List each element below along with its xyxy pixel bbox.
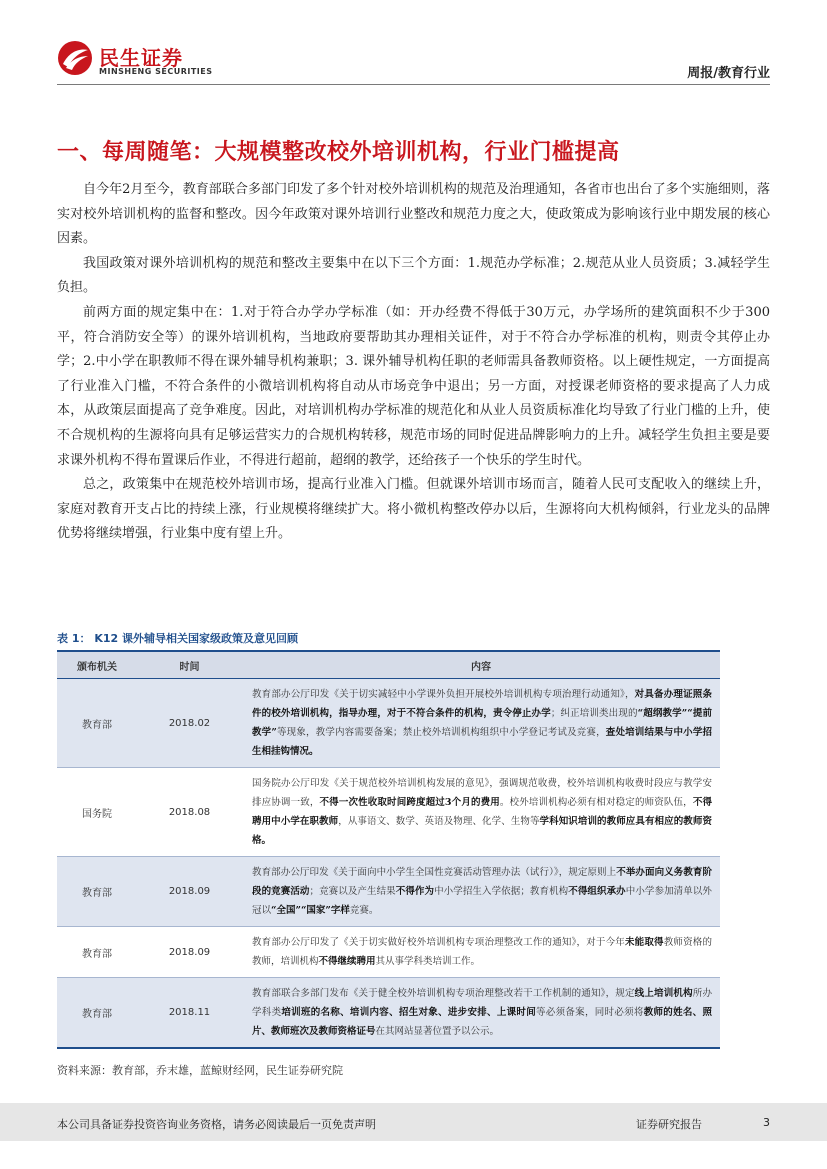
content-text: 国务院办公厅印发《关于规范校外培训机构发展的意见》，强调规范收费，校外培训机构收费时段应与教学安排应协调一致， bbox=[252, 778, 712, 808]
cell-date: 2018.09 bbox=[137, 927, 242, 978]
footer-disclaimer: 本公司具备证券投资咨询业务资格，请务必阅读最后一页免责声明 bbox=[57, 1118, 376, 1131]
content-text: 等现象，教学内容需要备案；禁止校外培训机构组织中小学登记考试及竞赛， bbox=[276, 727, 606, 738]
cell-content bbox=[242, 679, 720, 768]
cell-agency: 教育部 bbox=[57, 679, 137, 768]
content-text: 中小学参加清单以外冠以 bbox=[252, 886, 712, 916]
header-divider bbox=[57, 84, 770, 85]
minsheng-logo bbox=[57, 40, 247, 80]
content-text: 教育部办公厅印发了《关于切实做好校外培训机构专项治理整改工作的通知》，对于今年 bbox=[252, 937, 625, 948]
page-footer bbox=[0, 1103, 827, 1141]
paragraph: 前两方面的规定集中在：1.对于符合办学办学标准（如：开办经费不得低于30万元，办学场所的建筑面积不少于300平，符合消防安全等）的课外培训机构，当地政府要帮助其办理相关证件，对于不符合办学标准的机构，则责令其停止办学；2.中小学在职教师不得在课外辅导机构兼职；3. 课外辅导机构任职的老师需具备教师资格。以上硬性规定，一方面提高了行业准入门槛，不符合条件的小微培训机构将自动从市场竞争中退出；另一方面，对授课老师资格的要求提高了人力成本，从政策层面提高了竞争难度。因此，对培训机构办学标准的规范化和从业人员资质标准化均导致了行业门槛的上升，使不合规机构的生源将向具有足够运营实力的合规机构转移，规范市场的同时促进品牌影响力的上升。减轻学生负担主要是要求课外机构不得布置课后作业，不得进行超前，超纲的教学，还给孩子一个快乐的学生时代。 bbox=[57, 304, 770, 468]
cell-date: 2018.11 bbox=[137, 978, 242, 1049]
content-text: 在其网站显著位置予以公示。 bbox=[375, 1026, 500, 1037]
table-caption: 表 1： K12 课外辅导相关国家级政策及意见回顾 bbox=[57, 632, 298, 645]
content-text: ，从事语文、数学、英语及物理、化学、生物等 bbox=[338, 816, 540, 827]
table-row bbox=[57, 857, 720, 927]
content-text: 。校外培训机构必须有相对稳定的师资队伍， bbox=[499, 797, 693, 808]
cell-agency: 教育部 bbox=[57, 857, 137, 927]
content-text: ；竞赛以及产生结果 bbox=[309, 886, 396, 897]
content-emphasis: 对具备办理证照条件的校外培训机构，指导办理，对于不符合条件的机构，责令停止办学 bbox=[252, 689, 712, 719]
content-emphasis: 教师的姓名、照片、教师班次及教师资格证号 bbox=[252, 1007, 712, 1037]
content-text: 教育部办公厅印发《关于切实减轻中小学课外负担开展校外培训机构专项治理行动通知》， bbox=[252, 689, 635, 700]
report-type: 周报/教育行业 bbox=[687, 66, 770, 81]
logo-chinese-name: 民生证券 bbox=[99, 46, 183, 70]
content-text: 竞赛。 bbox=[349, 905, 379, 916]
policy-table bbox=[57, 650, 720, 1049]
table-row bbox=[57, 768, 720, 857]
table-row bbox=[57, 978, 720, 1049]
cell-date: 2018.08 bbox=[137, 768, 242, 857]
content-emphasis: 不得一次性收取时间跨度超过3个月的费用 bbox=[319, 797, 500, 808]
table-header-row bbox=[57, 651, 720, 679]
minsheng-logo-icon bbox=[57, 40, 93, 76]
content-text: ；纠正培训类出现的 bbox=[550, 708, 638, 719]
content-text: 所办学科类 bbox=[252, 988, 712, 1018]
cell-agency: 国务院 bbox=[57, 768, 137, 857]
content-emphasis: 不得作为 bbox=[395, 886, 435, 897]
cell-date: 2018.09 bbox=[137, 857, 242, 927]
cell-agency: 教育部 bbox=[57, 927, 137, 978]
content-emphasis: 培训班的名称、培训内容、招生对象、进步安排、上课时间 bbox=[281, 1007, 536, 1018]
body-text bbox=[57, 178, 770, 547]
content-emphasis: 不得聘用中小学在职教师 bbox=[252, 797, 712, 827]
table-row bbox=[57, 927, 720, 978]
content-text: 其从事学科类培训工作。 bbox=[375, 956, 481, 967]
paragraph: 自今年2月至今，教育部联合多部门印发了多个针对校外培训机构的规范及治理通知，各省市也出台了多个实施细则，落实对校外培训机构的监督和整改。因今年政策对课外培训行业整改和规范力度之大，使政策成为影响该行业中期发展的核心因素。 bbox=[57, 182, 770, 247]
content-emphasis: “超纲教学”“提前教学” bbox=[252, 708, 712, 738]
content-emphasis: “全国”“国家”字样 bbox=[271, 905, 350, 916]
content-emphasis: 未能取得 bbox=[624, 937, 664, 948]
page-number: 3 bbox=[763, 1116, 770, 1129]
logo-english-name: MINSHENG SECURITIES bbox=[99, 67, 213, 76]
column-header-date: 时间 bbox=[137, 651, 242, 679]
cell-content bbox=[242, 768, 720, 857]
section-title: 一、每周随笔：大规模整改校外培训机构，行业门槛提高 bbox=[57, 140, 620, 165]
paragraph: 我国政策对课外培训机构的规范和整改主要集中在以下三个方面：1.规范办学标准；2.规范从业人员资质；3.减轻学生负担。 bbox=[57, 255, 770, 296]
content-emphasis: 学科知识培训的教师应具有相应的教师资格。 bbox=[252, 816, 712, 846]
content-emphasis: 不得继续聘用 bbox=[318, 956, 376, 967]
content-text: 教育部办公厅印发《关于面向中小学生全国性竞赛活动管理办法（试行）》，规定原则上 bbox=[252, 867, 617, 878]
cell-agency: 教育部 bbox=[57, 978, 137, 1049]
content-text: 教育部联合多部门发布《关于健全校外培训机构专项治理整改若干工作机制的通知》，规定 bbox=[252, 988, 635, 999]
source-note: 资料来源：教育部，乔末雄，蓝鲸财经网，民生证券研究院 bbox=[57, 1064, 343, 1077]
footer-report-label: 证券研究报告 bbox=[636, 1118, 702, 1131]
content-emphasis: 不举办面向义务教育阶段的竞赛活动 bbox=[252, 867, 712, 897]
cell-content bbox=[242, 927, 720, 978]
cell-content bbox=[242, 978, 720, 1049]
column-header-agency: 颁布机关 bbox=[57, 651, 137, 679]
content-emphasis: 不得组织承办 bbox=[568, 886, 626, 897]
content-emphasis: 线上培训机构 bbox=[634, 988, 693, 999]
cell-date: 2018.02 bbox=[137, 679, 242, 768]
content-emphasis: 查处培训结果与中小学招生相挂钩情况。 bbox=[252, 727, 712, 757]
column-header-content: 内容 bbox=[242, 651, 720, 679]
paragraph: 总之，政策集中在规范校外培训市场，提高行业准入门槛。但就课外培训市场而言，随着人民可支配收入的继续上升，家庭对教育开支占比的持续上涨，行业规模将继续扩大。将小微机构整改停办以后，生源将向大机构倾斜，行业龙头的品牌优势将继续增强，行业集中度有望上升。 bbox=[57, 477, 770, 542]
cell-content bbox=[242, 857, 720, 927]
content-text: 中小学招生入学依据；教育机构 bbox=[434, 886, 569, 897]
table-row bbox=[57, 679, 720, 768]
content-text: 等必须备案，同时必须将 bbox=[536, 1007, 644, 1018]
content-text: 教师资格的教师，培训机构 bbox=[252, 937, 712, 967]
table-body bbox=[57, 679, 720, 1049]
page-header bbox=[0, 0, 827, 90]
